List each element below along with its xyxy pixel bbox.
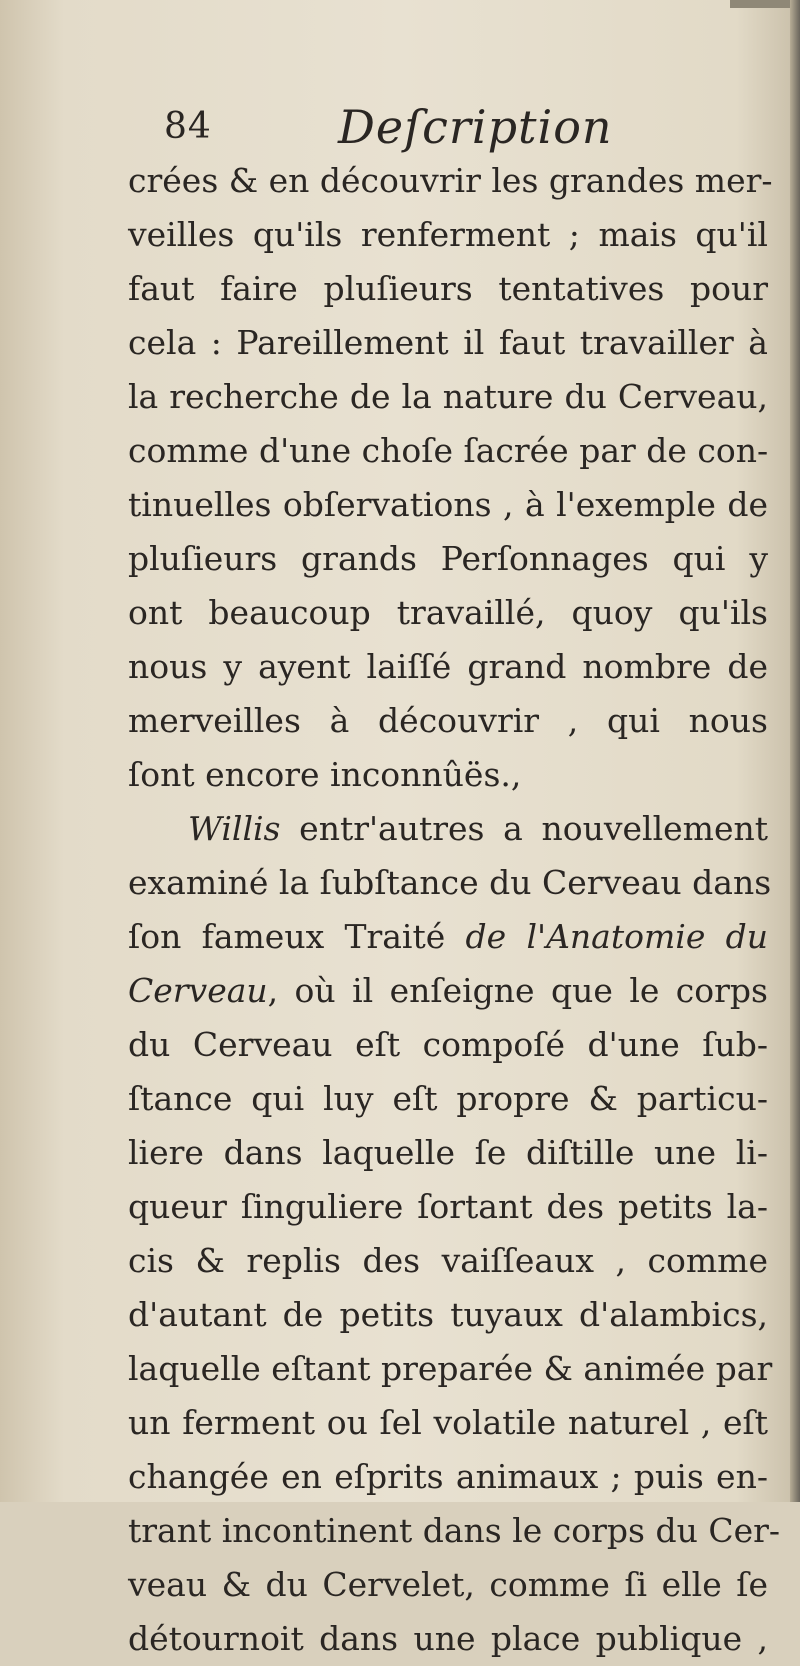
page-corner-shadow — [730, 0, 790, 8]
body-text — [128, 154, 781, 1666]
text-line: du Cerveau eſt compoſé d'une ſub- — [128, 1025, 768, 1064]
text-line: d'autant de petits tuyaux d'alambics, — [128, 1295, 768, 1334]
text-line: ſtance qui luy eſt propre & particu- — [128, 1079, 768, 1118]
text-line: liere dans laquelle ſe diſtille une li- — [128, 1133, 768, 1172]
text-line — [128, 910, 768, 964]
text-line: pluſieurs grands Perſonnages qui y — [128, 539, 768, 578]
page-binding-edge — [790, 0, 800, 1502]
text-line: comme d'une choſe ſacrée par de con- — [128, 431, 769, 470]
text-line: ſont encore inconnûës., — [128, 755, 522, 794]
text-line: laquelle eſtant preparée & animée par — [128, 1349, 773, 1388]
text-line: ont beaucoup travaillé, quoy qu'ils — [128, 593, 768, 632]
text-line: queur ſinguliere ſortant des petits la- — [128, 1187, 768, 1226]
text-line: veau & du Cervelet, comme ſi elle ſe — [128, 1565, 768, 1604]
page-header — [160, 100, 760, 160]
text-line: un ferment ou ſel volatile naturel , eſt — [128, 1403, 768, 1442]
running-title: Deſcription — [338, 100, 613, 154]
book-title: de l'Anatomie du — [465, 917, 768, 956]
text-line — [128, 964, 768, 1018]
text-line: la recherche de la nature du Cerveau, — [128, 377, 768, 416]
text-line: faut faire pluſieurs tentatives pour — [128, 269, 768, 308]
text-line-paragraph-start — [128, 802, 768, 856]
text-line: cela : Pareillement il faut travailler à — [128, 323, 768, 362]
text-line: détournoit dans une place publique , — [128, 1619, 768, 1658]
text-line: changée en eſprits animaux ; puis en- — [128, 1457, 768, 1496]
author-name: Willis — [188, 809, 281, 848]
text-line: examiné la ſubſtance du Cerveau dans — [128, 863, 772, 902]
text-line: crées & en découvrir les grandes mer- — [128, 161, 773, 200]
text-line: nous y ayent laiſſé grand nombre de — [128, 647, 768, 686]
text-run: ſon fameux Traité — [128, 917, 466, 956]
text-line: trant incontinent dans le corps du Cer- — [128, 1511, 781, 1550]
text-run: , où il enſeigne que le corps — [267, 971, 768, 1010]
text-line: veilles qu'ils renferment ; mais qu'il — [128, 215, 768, 254]
text-line: tinuelles obſervations , à l'exemple de — [128, 485, 768, 524]
text-line: merveilles à découvrir , qui nous — [128, 701, 768, 740]
book-title-continued: Cerveau — [128, 971, 268, 1010]
text-line: cis & replis des vaiſſeaux , comme — [128, 1241, 768, 1280]
text-run: entr'autres a nouvellement — [280, 809, 768, 848]
page-number: 84 — [164, 106, 212, 147]
